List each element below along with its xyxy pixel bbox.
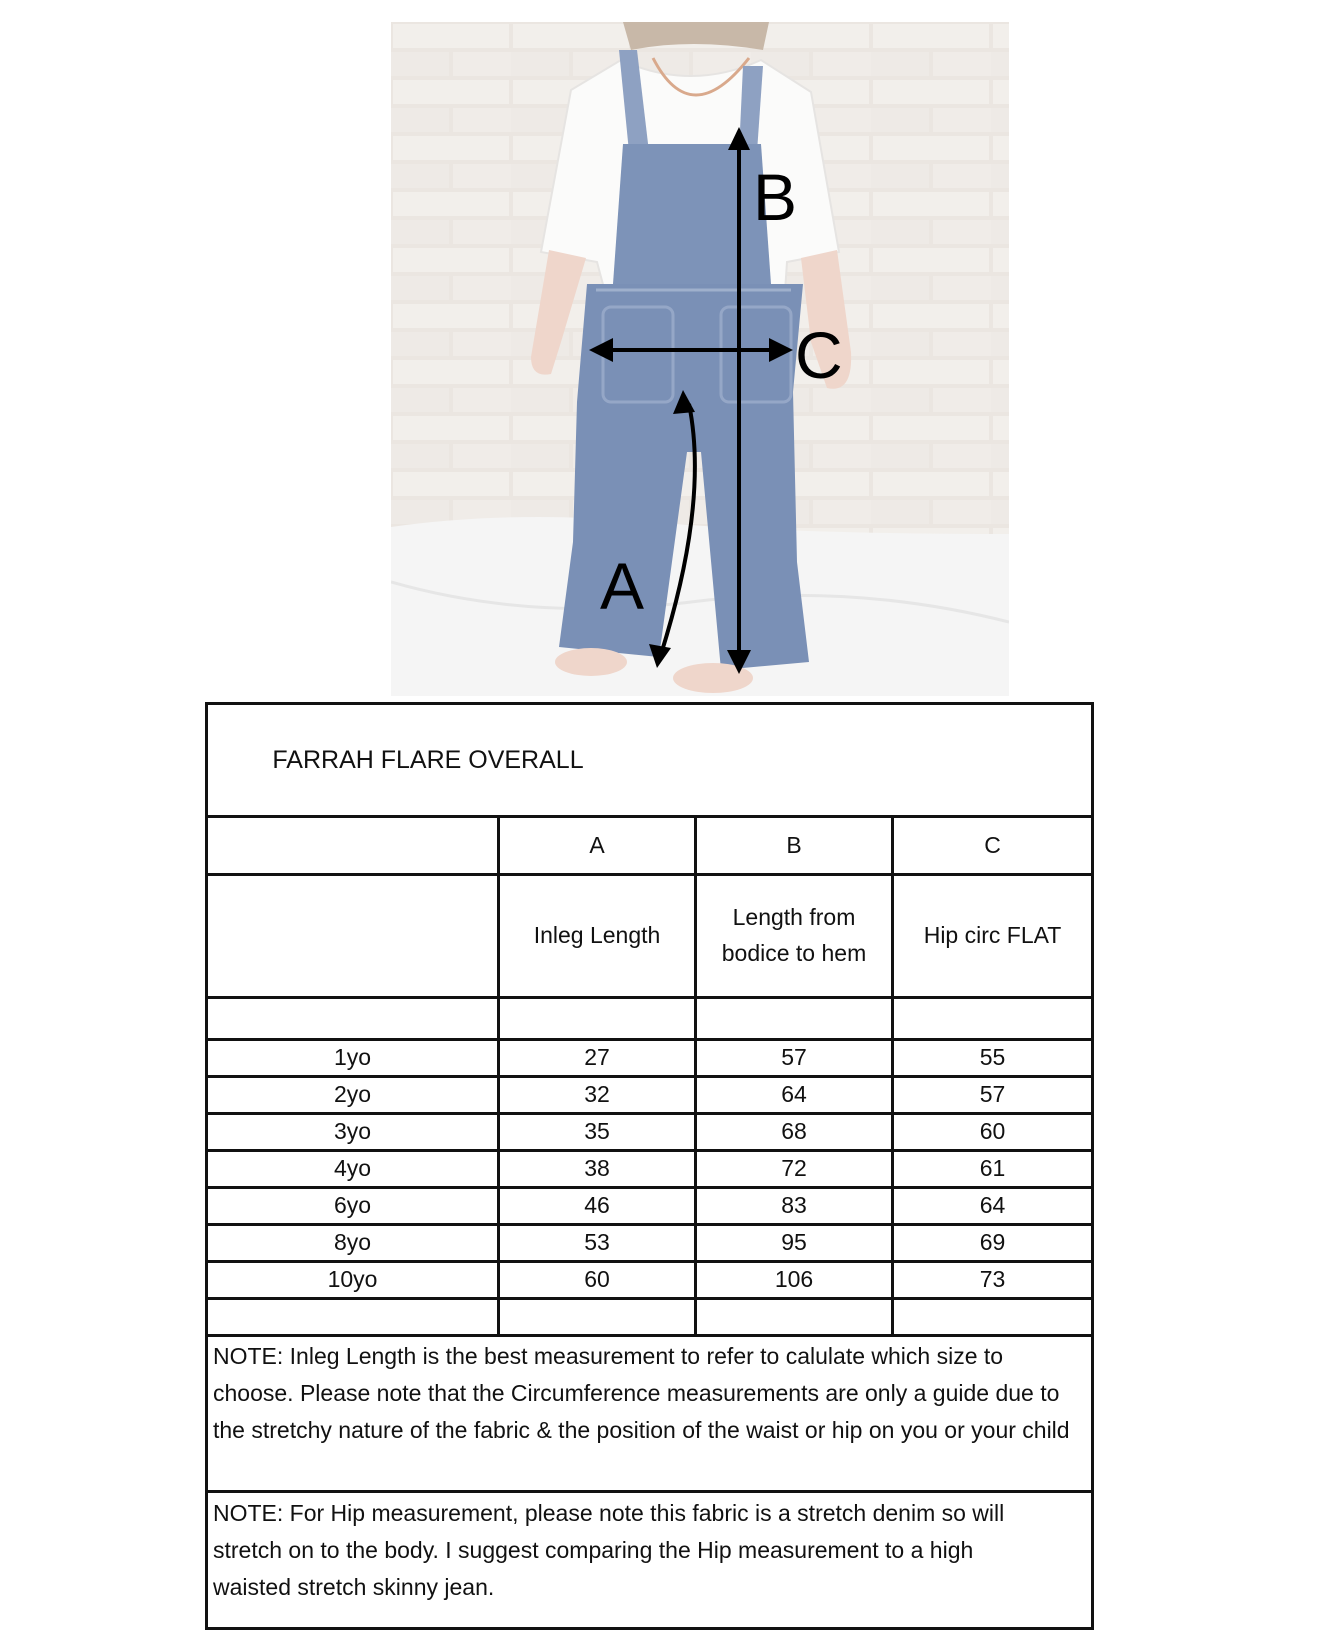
value-c: 57 <box>979 1081 1006 1108</box>
value-c: 73 <box>979 1266 1006 1293</box>
overalls-illustration <box>391 22 1009 696</box>
table-title: FARRAH FLARE OVERALL <box>272 745 584 774</box>
value-b: 57 <box>781 1044 807 1071</box>
value-b: 72 <box>781 1155 807 1182</box>
value-a: 53 <box>584 1229 610 1256</box>
value-a: 46 <box>584 1192 610 1219</box>
value-b: 64 <box>781 1081 807 1108</box>
value-a: 38 <box>584 1155 610 1182</box>
value-a: 32 <box>584 1081 610 1108</box>
note-hip: NOTE: For Hip measurement, please note this fabric is a stretch denim so will stretch on to the body. I suggest comparing the Hip measurement to a high waisted stretch skinny jean. <box>213 1500 1005 1600</box>
note-inleg: NOTE: Inleg Length is the best measurement to refer to calulate which size to choose. Please note that the Circumference measurements are only a guide due to the stretchy nature of the fabric & the position of the waist or hip on you or your child <box>213 1343 1070 1443</box>
column-description-b: Length from bodice to hem <box>721 904 867 966</box>
column-header-a: A <box>589 831 605 858</box>
column-description-c: Hip circ FLAT <box>923 922 1062 949</box>
size-chart-table <box>205 702 1094 1630</box>
column-header-c: C <box>984 831 1001 858</box>
size-label: 4yo <box>333 1155 372 1182</box>
size-label: 6yo <box>333 1192 372 1219</box>
size-label: 8yo <box>333 1229 372 1256</box>
size-label: 3yo <box>333 1118 372 1145</box>
size-label: 10yo <box>327 1266 378 1293</box>
value-a: 35 <box>584 1118 610 1145</box>
label-a: A <box>600 549 645 623</box>
column-header-b: B <box>786 831 802 858</box>
left-foot <box>555 648 627 676</box>
product-photo <box>391 22 1009 696</box>
value-b: 106 <box>774 1266 814 1293</box>
size-label: 1yo <box>333 1044 372 1071</box>
value-c: 55 <box>979 1044 1006 1071</box>
value-b: 83 <box>781 1192 807 1219</box>
value-c: 60 <box>979 1118 1006 1145</box>
label-b: B <box>753 160 798 234</box>
value-a: 60 <box>584 1266 610 1293</box>
label-c: C <box>795 318 843 392</box>
value-c: 69 <box>979 1229 1006 1256</box>
value-c: 64 <box>979 1192 1006 1219</box>
value-c: 61 <box>979 1155 1006 1182</box>
column-description-a: Inleg Length <box>533 922 661 949</box>
value-a: 27 <box>584 1044 610 1071</box>
value-b: 68 <box>781 1118 807 1145</box>
size-label: 2yo <box>333 1081 372 1108</box>
overall-bib <box>613 144 771 284</box>
value-b: 95 <box>781 1229 807 1256</box>
